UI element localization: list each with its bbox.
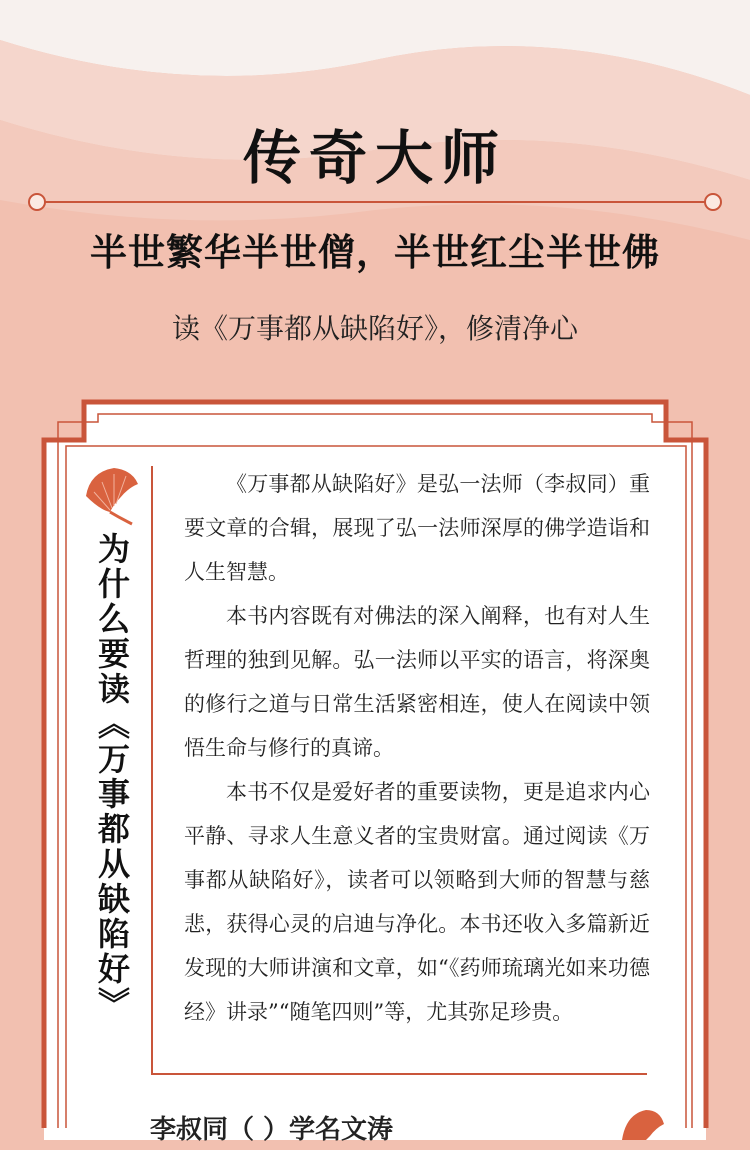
horizontal-divider xyxy=(151,1073,647,1075)
vertical-divider xyxy=(151,466,153,1074)
subtitle: 半世繁华半世僧，半世红尘半世佛 xyxy=(90,230,660,274)
paragraph-3: 本书不仅是爱好者的重要读物，更是追求内心平静、寻求人生意义者的宝贵财富。通过阅读《万事都从缺陷好》，读者可以领略到大师的智慧与慈悲，获得心灵的启迪与净化。本书还收入多篇新近发现的大师讲演和文章，如“《药师琉璃光如来功德经》讲录”“随笔四则”等，尤其弥足珍贵。 xyxy=(184,780,650,1024)
paragraph-2: 本书内容既有对佛法的深入阐释，也有对人生哲理的独到见解。弘一法师以平实的语言，将深奥的修行之道与日常生活紧密相连，使人在阅读中领悟生命与修行的真谛。 xyxy=(184,604,650,760)
ginkgo-leaf-icon xyxy=(80,466,142,528)
paragraph-1: 《万事都从缺陷好》是弘一法师（李叔同）重要文章的合辑，展现了弘一法师深厚的佛学造诣和人生智慧。 xyxy=(184,472,650,584)
ginkgo-leaf-icon xyxy=(616,1100,666,1140)
tagline: 读《万事都从缺陷好》，修清净心 xyxy=(171,312,578,345)
body-text xyxy=(184,462,650,1034)
vertical-title: 为什么要读《万事都从缺陷好》 xyxy=(93,532,131,1022)
cutoff-line xyxy=(150,1110,610,1128)
page-title: 传奇大师 xyxy=(242,124,507,192)
